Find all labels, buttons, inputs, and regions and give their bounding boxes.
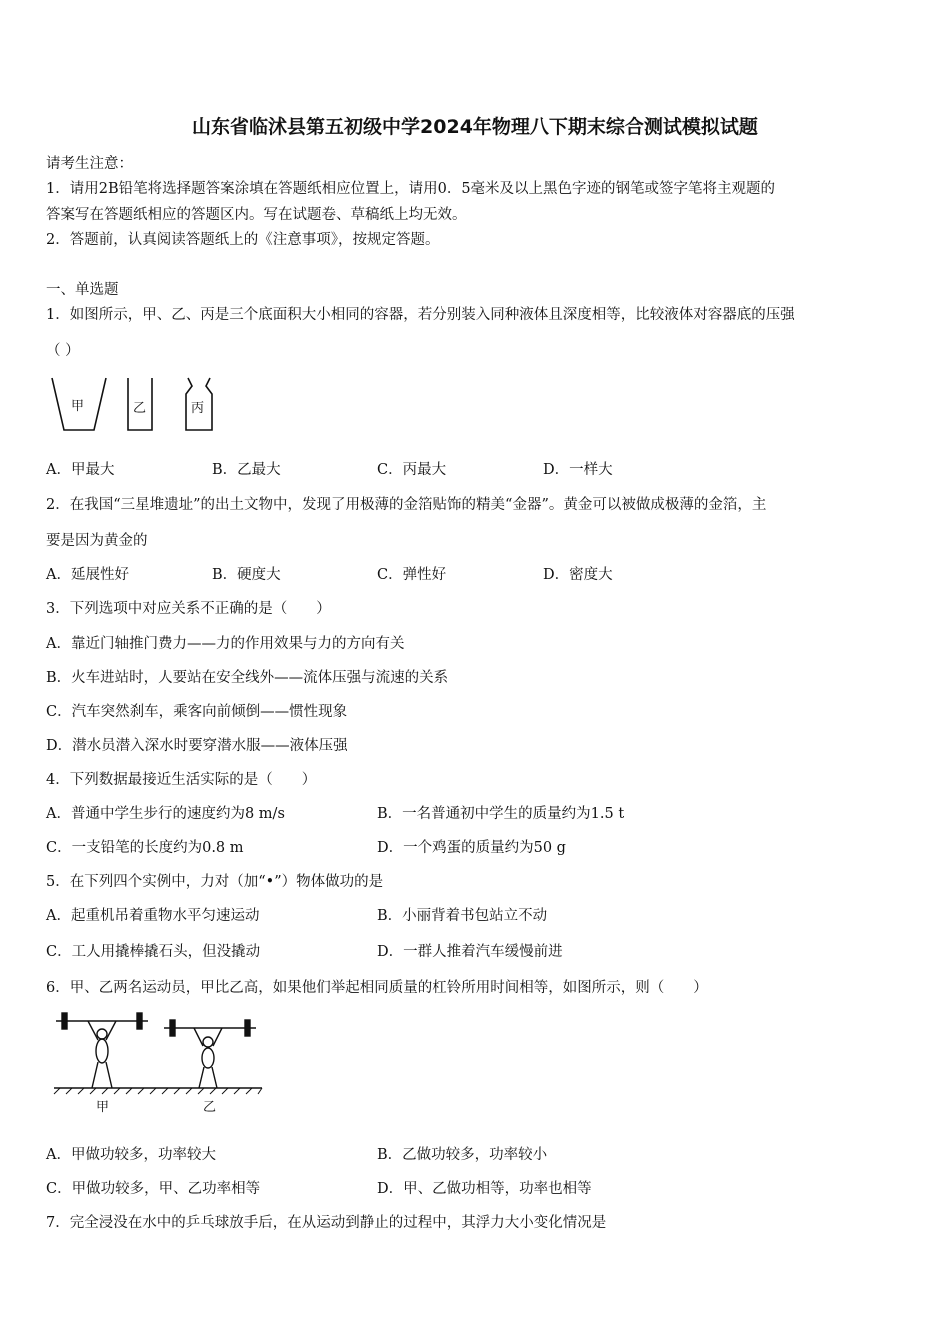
q1-stem-line-2: （ ） bbox=[46, 343, 80, 359]
q4-option-b[interactable]: B．一名普通初中学生的质量约为1.5 t bbox=[377, 806, 625, 822]
q1-option-b[interactable]: B．乙最大 bbox=[212, 462, 281, 478]
q5-stem: 5．在下列四个实例中，力对（加“•”）物体做功的是 bbox=[46, 874, 384, 890]
q6-option-c[interactable]: C．甲做功较多，甲、乙功率相等 bbox=[46, 1181, 261, 1197]
q3-option-c[interactable]: C．汽车突然刹车，乘客向前倾倒——惯性现象 bbox=[46, 704, 348, 720]
ground-hatching bbox=[54, 1088, 262, 1094]
q3-stem: 3．下列选项中对应关系不正确的是（ ） bbox=[46, 601, 331, 617]
q2-option-d[interactable]: D．密度大 bbox=[543, 567, 613, 583]
q4-option-a[interactable]: A．普通中学生步行的速度约为8 m/s bbox=[46, 806, 285, 822]
q1-option-d[interactable]: D．一样大 bbox=[543, 462, 613, 478]
q1-containers-figure bbox=[50, 372, 220, 438]
q2-option-c[interactable]: C．弹性好 bbox=[377, 567, 447, 583]
q7-stem: 7．完全浸没在水中的乒乓球放手后，在从运动到静止的过程中，其浮力大小变化情况是 bbox=[46, 1215, 607, 1231]
q3-option-b[interactable]: B．火车进站时，人要站在安全线外——流体压强与流速的关系 bbox=[46, 670, 449, 686]
q4-stem: 4．下列数据最接近生活实际的是（ ） bbox=[46, 772, 317, 788]
q3-option-a[interactable]: A．靠近门轴推门费力——力的作用效果与力的方向有关 bbox=[46, 636, 405, 652]
q6-option-a[interactable]: A．甲做功较多，功率较大 bbox=[46, 1147, 216, 1163]
page-title: 山东省临沭县第五初级中学2024年物理八下期末综合测试模拟试题 bbox=[192, 116, 758, 138]
section-heading: 一、单选题 bbox=[46, 282, 119, 298]
q3-option-d[interactable]: D．潜水员潜入深水时要穿潜水服——液体压强 bbox=[46, 738, 348, 754]
lifter-jia bbox=[56, 1013, 148, 1088]
q1-stem-line-1: 1．如图所示，甲、乙、丙是三个底面积大小相同的容器，若分别装入同种液体且深度相等，比较液体对容器底的压强 bbox=[46, 307, 795, 323]
q2-option-a[interactable]: A．延展性好 bbox=[46, 567, 129, 583]
q1-option-c[interactable]: C．丙最大 bbox=[377, 462, 447, 478]
q6-option-d[interactable]: D．甲、乙做功相等，功率也相等 bbox=[377, 1181, 592, 1197]
lifter-jia-label: 甲 bbox=[96, 1100, 110, 1115]
lifter-yi bbox=[164, 1020, 256, 1088]
q5-option-a[interactable]: A．起重机吊着重物水平匀速运动 bbox=[46, 908, 260, 924]
q5-option-d[interactable]: D．一群人推着汽车缓慢前进 bbox=[377, 944, 563, 960]
q2-option-b[interactable]: B．硬度大 bbox=[212, 567, 281, 583]
q6-stem: 6．甲、乙两名运动员，甲比乙高，如果他们举起相同质量的杠铃所用时间相等，如图所示，则（ ） bbox=[46, 980, 708, 996]
notice-line-1: 1．请用2B铅笔将选择题答案涂填在答题纸相应位置上，请用0．5毫米及以上黑色字迹的钢笔或签字笔将主观题的 bbox=[46, 181, 776, 197]
lifter-yi-label: 乙 bbox=[203, 1100, 217, 1115]
container-jia-label: 甲 bbox=[71, 399, 85, 414]
container-bing-label: 丙 bbox=[191, 401, 205, 416]
q6-option-b[interactable]: B．乙做功较多，功率较小 bbox=[377, 1147, 548, 1163]
notice-line-2: 答案写在答题纸相应的答题区内。写在试题卷、草稿纸上均无效。 bbox=[46, 207, 467, 223]
q1-option-a[interactable]: A．甲最大 bbox=[46, 462, 115, 478]
q5-option-b[interactable]: B．小丽背着书包站立不动 bbox=[377, 908, 548, 924]
q4-option-d[interactable]: D．一个鸡蛋的质量约为50 g bbox=[377, 840, 566, 856]
q2-stem-line-1: 2．在我国“三星堆遗址”的出土文物中，发现了用极薄的金箔贴饰的精美“金器”。黄金可以被做成极薄的金箔，主 bbox=[46, 497, 767, 513]
notice-line-3: 2．答题前，认真阅读答题纸上的《注意事项》，按规定答题。 bbox=[46, 232, 440, 248]
container-yi-label: 乙 bbox=[133, 401, 147, 416]
q2-stem-line-2: 要是因为黄金的 bbox=[46, 533, 148, 549]
q6-weightlifters-figure bbox=[52, 1010, 264, 1120]
q4-option-c[interactable]: C．一支铅笔的长度约为0.8 m bbox=[46, 840, 244, 856]
notice-heading: 请考生注意： bbox=[46, 156, 133, 172]
q5-option-c[interactable]: C．工人用撬棒撬石头，但没撬动 bbox=[46, 944, 261, 960]
